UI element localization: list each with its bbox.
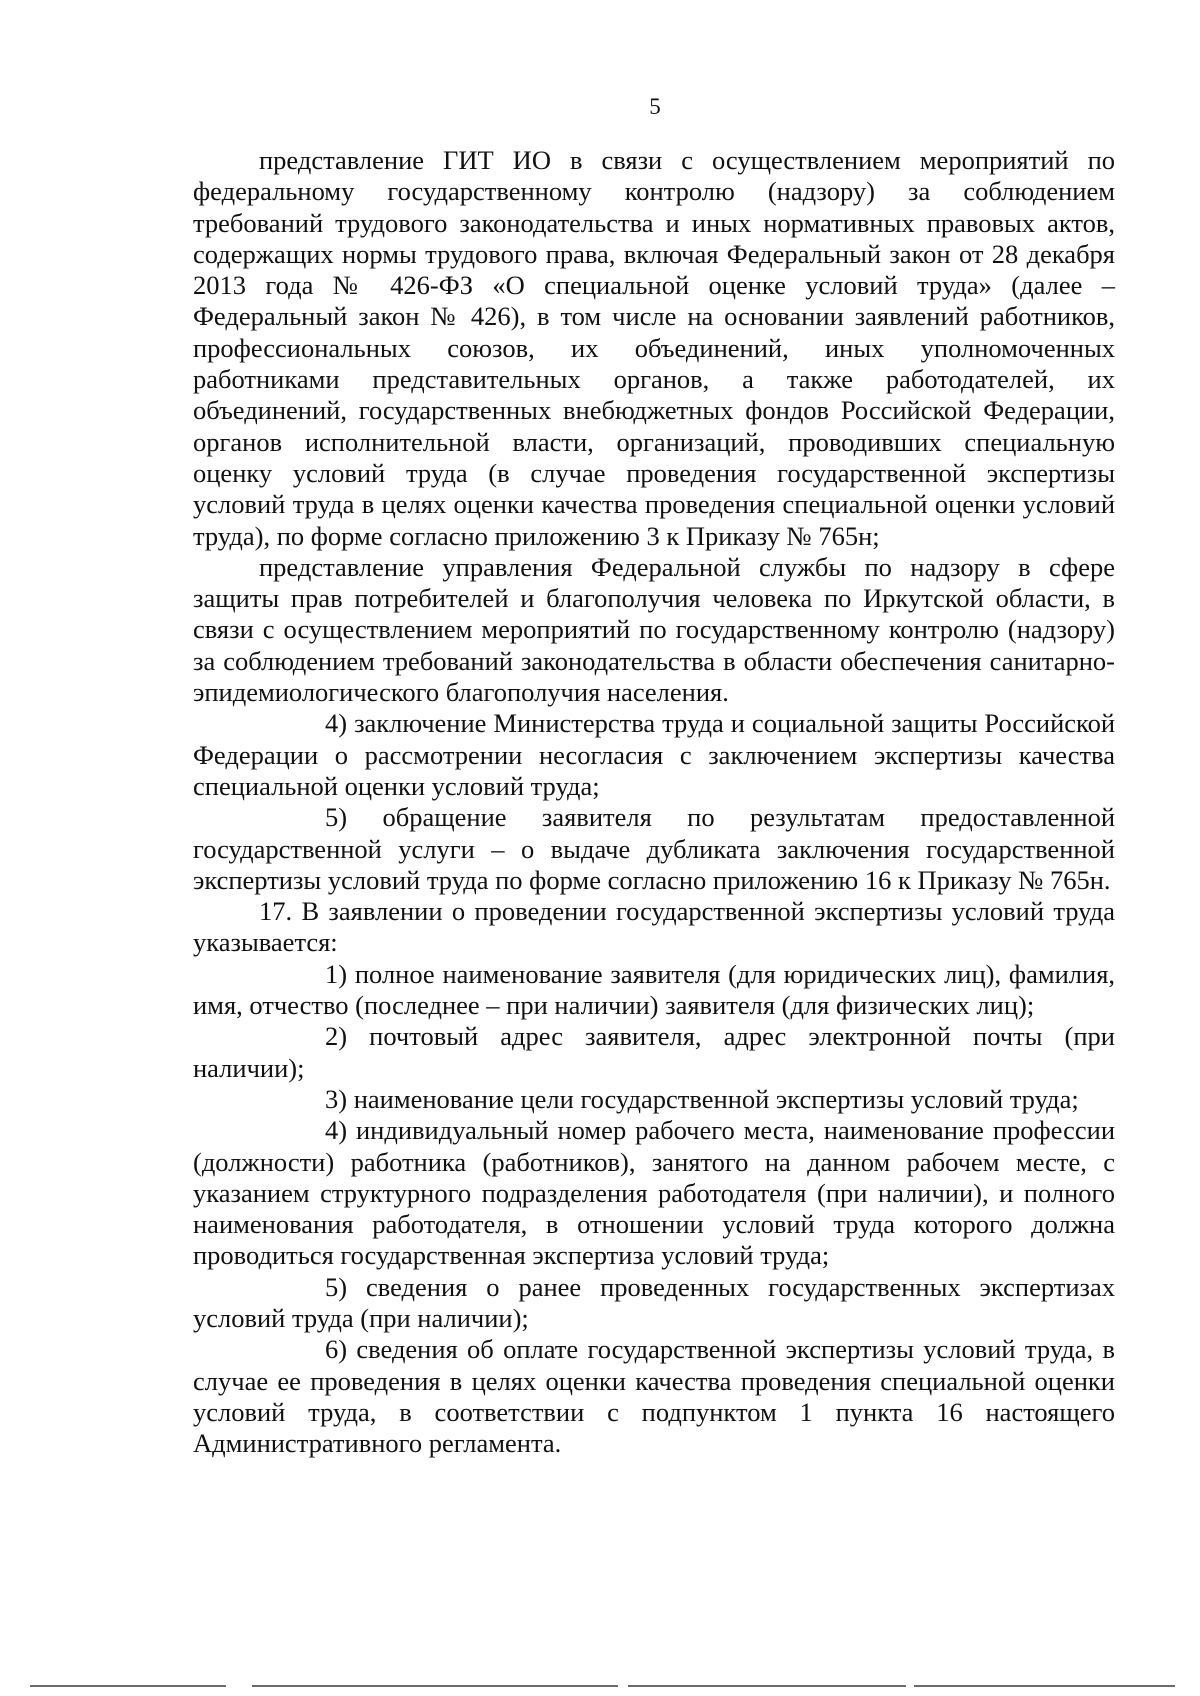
paragraph-text: представление управления Федеральной службы по надзору в сфере защиты прав потребителей и благополучия человека по Иркутской области, в связи с осуществлением мероприятий по государственному контролю (надзору) за соблюдением требований законодательства в области обеспечения санитарно-эпидемиологического благополучия населения. bbox=[193, 551, 1115, 708]
section-number: 17. bbox=[259, 896, 293, 927]
list-marker: 5) bbox=[325, 802, 348, 833]
paragraph-text: сведения об оплате государственной экспертизы условий труда, в случае ее проведения в целях оценки качества проведения специальной оценки условий труда, в соответствии с подпунктом 1 пункта 16 настоящего Административного регламента. bbox=[193, 1334, 1115, 1459]
rule-gap bbox=[226, 1684, 252, 1688]
list-item-2-address bbox=[193, 1021, 1115, 1084]
list-item-5-duplicate-request bbox=[193, 802, 1115, 896]
list-item-6-payment-info bbox=[193, 1334, 1115, 1459]
list-marker: 6) bbox=[325, 1334, 348, 1365]
rule-gap bbox=[906, 1684, 914, 1688]
paragraph-text: обращение заявителя по результатам предоставленной государственной услуги – о выдаче дубликата заключения государственной экспертизы условий труда по форме согласно приложению 16 к Приказу № 765н. bbox=[193, 802, 1116, 895]
paragraph-text: почтовый адрес заявителя, адрес электронной почты (при наличии); bbox=[193, 1021, 1115, 1083]
paragraph-text: сведения о ранее проведенных государственных экспертизах условий труда (при наличии); bbox=[193, 1271, 1115, 1333]
paragraph-text: представление ГИТ ИО в связи с осуществлением мероприятий по федеральному государственному контролю (надзору) за соблюдением требований трудового законодательства и иных нормативных правовых актов, содержащих нормы трудового права, включая Федеральный закон от 28 декабря 2013 года № 426-ФЗ «О специальной оценке условий труда» (далее – Федеральный закон № 426), в том числе на основании заявлений работников, профессиональных союзов, их объединений, иных уполномоченных работниками представительных органов, а также работодателей, их объединений, государственных внебюджетных фондов Российской Федерации, органов исполнительной власти, организаций, проводивших специальную оценку условий труда (в случае проведения государственной экспертизы условий труда в целях оценки качества проведения специальной оценки условий труда), по форме согласно приложению 3 к Приказу № 765н; bbox=[193, 145, 1115, 551]
list-item-4-ministry-conclusion bbox=[193, 708, 1115, 802]
list-marker: 3) bbox=[325, 1083, 348, 1114]
paragraph-text: индивидуальный номер рабочего места, наименование профессии (должности) работника (работников), занятого на данном рабочем месте, с указанием структурного подразделения работодателя (при наличии), и полного наименования работодателя, в отношении условий труда которого должна проводиться государственная экспертиза условий труда; bbox=[193, 1115, 1115, 1271]
list-item-1-applicant-name bbox=[193, 959, 1115, 1022]
bottom-rule bbox=[30, 1685, 1175, 1687]
paragraph-text: полное наименование заявителя (для юридических лиц), фамилия, имя, отчество (последнее – при наличии) заявителя (для физических лиц); bbox=[193, 958, 1116, 1021]
paragraph-text: наименование цели государственной экспертизы условий труда; bbox=[353, 1083, 1079, 1114]
list-marker: 4) bbox=[325, 1115, 348, 1146]
page-number: 5 bbox=[649, 94, 661, 119]
list-marker: 4) bbox=[325, 708, 348, 739]
list-item-3-purpose bbox=[193, 1084, 1115, 1115]
list-marker: 2) bbox=[325, 1021, 348, 1052]
rule-gap bbox=[618, 1684, 628, 1688]
section-17-heading-paragraph bbox=[193, 896, 1115, 959]
list-item-5-previous-expertise bbox=[193, 1272, 1115, 1335]
paragraph-rospotrebnadzor-representation bbox=[193, 552, 1115, 708]
paragraph-text: заключение Министерства труда и социальной защиты Российской Федерации о рассмотрении несогласия с заключением экспертизы качества специальной оценки условий труда; bbox=[193, 708, 1116, 801]
document-body bbox=[193, 145, 1115, 1459]
paragraph-text: В заявлении о проведении государственной экспертизы условий труда указывается: bbox=[193, 896, 1115, 958]
list-marker: 1) bbox=[325, 958, 348, 989]
list-item-4-workplace bbox=[193, 1115, 1115, 1271]
paragraph-git-representation bbox=[193, 145, 1115, 552]
list-marker: 5) bbox=[325, 1271, 348, 1302]
